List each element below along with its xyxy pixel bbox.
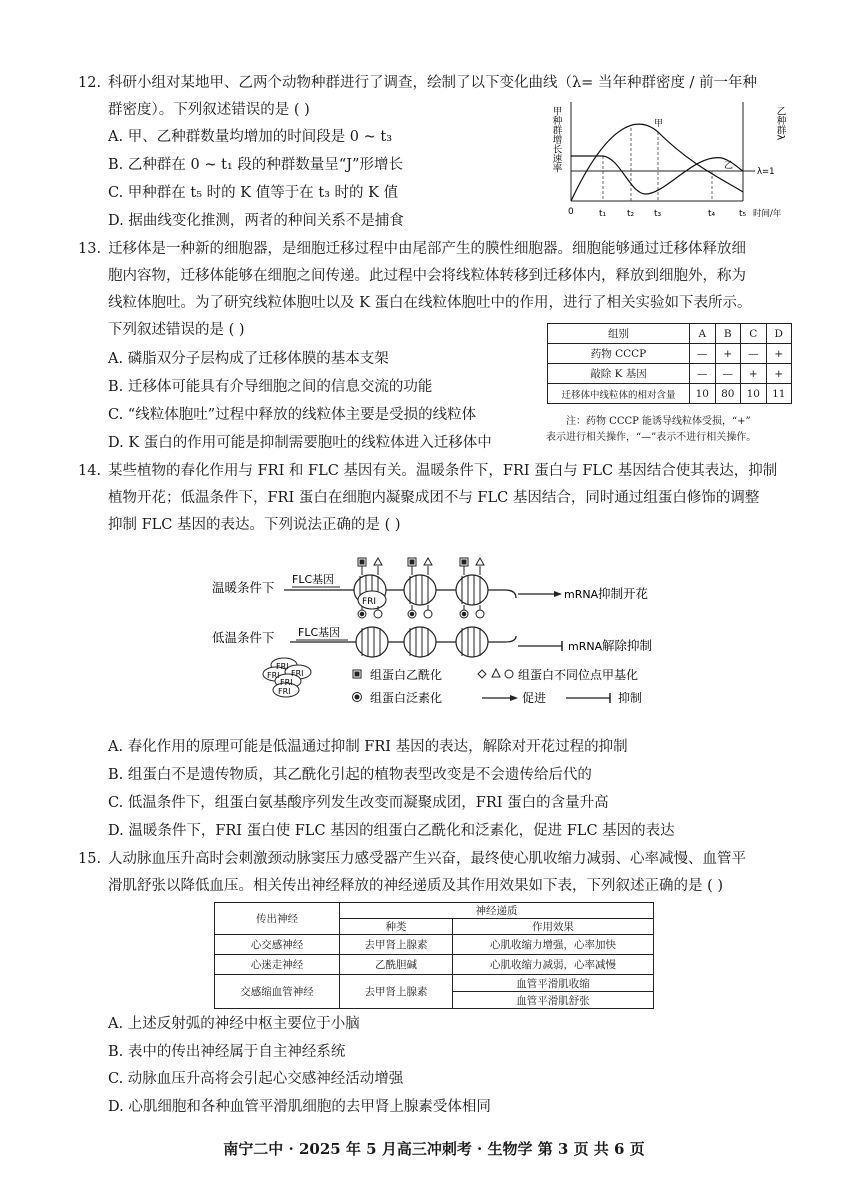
q14-legend-promote: 促进 [522,691,547,705]
table-cell: 交感缩血管神经 [215,975,340,1009]
q14-warm-arrow-head [554,591,562,597]
q14-warm-mrna: mRNA [564,588,599,601]
q15-th-effect: 作用效果 [453,919,654,935]
table-row [548,384,792,404]
table-cell: 药物 CCCP [548,344,690,364]
q13-option-a: A. 磷脂双分子层构成了迁移体膜的基本支架 [108,351,389,367]
q14-stem-line3: 抑制 FLC 基因的表达。下列说法正确的是 ( ) [108,517,401,533]
q12-tick-t3: t₃ [654,209,662,219]
q14-text-1: 某些植物的春化作用与 FRI 和 FLC 基因有关。温暖条件下，FRI 蛋白与 FLC 基因结合使其表达，抑制 [108,463,778,479]
q14-fri-cluster-label-5: FRI [278,687,291,696]
table-cell: 敲除 K 基因 [548,364,690,384]
q14-fri-cluster-label-3: FRI [291,669,304,678]
q14-legend-acetyl-icon [353,670,361,678]
q14-cold-nucleosome-1 [356,627,388,657]
table-row [215,975,654,992]
q14-option-b: B. 组蛋白不是遗传物质，其乙酰化引起的植物表型改变是不会遗传给后代的 [108,767,592,783]
q15-number: 15. [78,851,102,867]
q13-table-header [548,324,792,344]
q14-vernalization-figure [200,548,670,718]
table-cell: 心迷走神经 [215,955,340,975]
table-cell: 10 [741,384,767,404]
q14-cold-nucleosome-3 [456,627,488,657]
q14-option-c: C. 低温条件下，组蛋白氨基酸序列发生改变而凝聚成团，FRI 蛋白的含量升高 [108,795,609,811]
table-cell: 80 [715,384,741,404]
q14-warm-nucleosome-2 [404,575,436,605]
page-footer: 南宁二中 · 2025 年 5 月高三冲刺考 · 生物学 第 3 页 共 6 页 [223,1140,645,1158]
table-cell: — [690,364,716,384]
q14-cold-label: 低温条件下 [212,630,275,645]
q14-legend-ubiq: 组蛋白泛素化 [370,691,443,705]
q12-xlabel: 时间/年 [753,209,782,219]
q13-th-d: D [766,324,792,344]
table-cell: 心肌收缩力增强，心率加快 [453,935,654,955]
table-row [548,344,792,364]
q14-option-a: A. 春化作用的原理可能是低温通过抑制 FRI 基因的表达，解除对开花过程的抑制 [108,739,628,755]
q12-right-ylabel: 乙种群λ [774,106,786,141]
q15-text-1: 人动脉血压升高时会刺激颈动脉窦压力感受器产生兴奋，最终使心肌收缩力减弱、心率减慢、血管平 [108,851,746,867]
q15-option-b: B. 表中的传出神经属于自主神经系统 [108,1044,346,1060]
q12-stem-line1 [78,70,757,97]
q14-cold-nucleosome-2 [404,627,436,657]
q14-legend-promote-head [510,695,518,701]
q12-curve-yi [571,156,743,194]
q13-option-b: B. 迁移体可能具有介导细胞之间的信息交流的功能 [108,379,433,395]
q15-nerve-table [214,902,654,1009]
q13-option-d: D. K 蛋白的作用可能是抑制需要胞吐的线粒体进入迁移体中 [108,435,492,451]
table-cell: 血管平滑肌收缩 [453,975,654,992]
q12-option-a: A. 甲、乙种群数量均增加的时间段是 0 ~ t₃ [108,129,393,145]
q13-stem-line2: 胞内容物，迁移体能够在细胞之间传递。此过程中会将线粒体转移到迁移体内，释放到细胞外，称为 [108,268,746,284]
q14-warm-top-marks [358,558,484,575]
q14-stem-line2: 植物开花；低温条件下，FRI 蛋白在细胞内凝聚成团不与 FLC 基因结合，同时通过组蛋白修饰的调整 [108,490,760,506]
q12-curve-jia [571,124,743,201]
q15-th-transmitter: 神经递质 [340,903,654,919]
table-cell: — [715,364,741,384]
table-cell: 血管平滑肌舒张 [453,992,654,1009]
q12-lambda-1-label: λ=1 [757,167,775,177]
q14-fri-cluster-label-1: FRI [276,662,289,671]
q14-warm-nucleosome-3 [456,575,488,605]
q14-legend-acetyl: 组蛋白乙酰化 [370,668,443,682]
q14-warm-gene-label: FLC基因 [292,573,335,586]
q15-stem-line1 [78,846,746,873]
q14-number: 14. [78,463,102,479]
table-cell: 去甲肾上腺素 [340,975,453,1009]
table-cell: — [741,344,767,364]
table-cell: 11 [766,384,792,404]
table-cell: 10 [690,384,716,404]
q14-legend-inhibit: 抑制 [618,691,643,705]
q13-stem-line1 [78,236,746,263]
table-row [215,935,654,955]
q14-fri-cluster-label-4: FRI [280,678,293,687]
q13-th-a: A [690,324,716,344]
q13-option-c: C. “线粒体胞吐”过程中释放的线粒体主要是受损的线粒体 [108,407,477,423]
q12-curve-jia-label: 甲 [654,119,664,129]
q12-number: 12. [78,75,102,91]
q14-legend-methyl: 组蛋白不同位点甲基化 [518,668,639,682]
table-cell: + [715,344,741,364]
q13-stem-line4: 下列叙述错误的是 ( ) [108,322,245,338]
q12-origin-label: 0 [568,207,574,217]
q13-stem-line3: 线粒体胞吐。为了研究线粒体胞吐以及 K 蛋白在线粒体胞吐中的作用，进行了相关实验如下表所示。 [108,295,752,311]
q14-legend-methyl-icon [478,669,513,678]
q13-th-group: 组别 [548,324,690,344]
q12-stem-line2: 群密度）。下列叙述错误的是 ( ) [108,102,310,118]
table-cell: + [766,344,792,364]
table-row [215,903,654,919]
q13-th-b: B [715,324,741,344]
q12-curve-yi-label: 乙 [724,161,734,171]
q12-option-c: C. 甲种群在 t₅ 时的 K 值等于在 t₃ 时的 K 值 [108,185,399,201]
table-cell: + [766,364,792,384]
table-cell: 去甲肾上腺素 [340,935,453,955]
q14-warm-fri-label: FRI [362,597,377,607]
q12-left-ylabel: 甲种群增长速率 [550,106,562,173]
q12-tick-t5: t₅ [739,209,747,219]
q13-experiment-table [547,323,792,404]
table-row [215,955,654,975]
q14-fri-cluster-label-2: FRI [267,671,280,680]
table-row [548,364,792,384]
q12-tick-t1: t₁ [599,209,607,219]
q15-th-nerve: 传出神经 [215,903,340,935]
q14-cold-result: 解除抑制 [602,638,653,653]
table-cell: — [690,344,716,364]
q14-legend-ubiq-icon [353,693,362,702]
q15-stem-line2: 滑肌舒张以降低血压。相关传出神经释放的神经递质及其作用效果如下表，下列叙述正确的是 ( ) [108,878,724,894]
q14-warm-label: 温暖条件下 [212,580,275,595]
q15-option-c: C. 动脉血压升高将会引起心交感神经活动增强 [108,1071,404,1087]
q12-tick-t2: t₂ [627,209,635,219]
q13-text-1: 迁移体是一种新的细胞器，是细胞迁移过程中由尾部产生的膜性细胞器。细胞能够通过迁移体释放细 [108,241,746,257]
table-cell: 乙酰胆碱 [340,955,453,975]
q13-note-line1: 注：药物 CCCP 能诱导线粒体受损，“+” [566,416,751,427]
q15-th-type: 种类 [340,919,453,935]
q14-option-d: D. 温暖条件下，FRI 蛋白使 FLC 基因的组蛋白乙酰化和泛素化，促进 FLC 基因的表达 [108,823,675,839]
q14-cold-mrna: mRNA [568,640,603,653]
q12-text-1: 科研小组对某地甲、乙两个动物种群进行了调查，绘制了以下变化曲线（λ= 当年种群密度 / 前一年种 [108,75,758,91]
q14-stem-line1 [78,458,777,485]
q12-option-d: D. 据曲线变化推测，两者的种间关系不是捕食 [108,213,404,229]
table-cell: 心肌收缩力减弱，心率减慢 [453,955,654,975]
q13-th-c: C [741,324,767,344]
q14-cold-gene-label: FLC基因 [298,626,341,639]
q12-tick-t4: t₄ [708,209,716,219]
q14-warm-result: 抑制开花 [598,586,649,601]
table-cell: 心交感神经 [215,935,340,955]
q15-option-a: A. 上述反射弧的神经中枢主要位于小脑 [108,1016,360,1032]
table-cell: + [741,364,767,384]
q13-note-line2: 表示进行相关操作，“—”表示不进行相关操作。 [546,432,757,443]
table-cell: 迁移体中线粒体的相对含量 [548,384,690,404]
q12-option-b: B. 乙种群在 0 ~ t₁ 段的种群数量呈“J”形增长 [108,157,403,173]
q15-option-d: D. 心肌细胞和各种血管平滑肌细胞的去甲肾上腺素受体相同 [108,1099,491,1115]
q13-number: 13. [78,241,102,257]
q12-population-chart [550,98,800,222]
